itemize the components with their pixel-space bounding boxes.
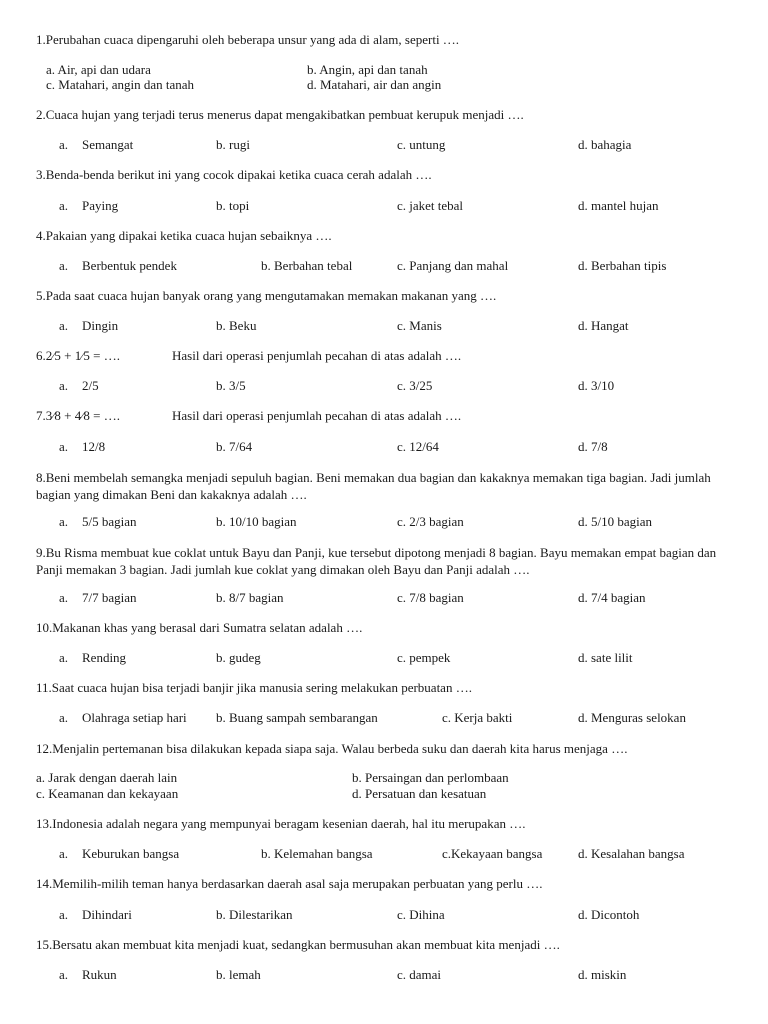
- option-a: Berbentuk pendek: [82, 258, 177, 273]
- option-d: d. 7/8: [578, 439, 608, 454]
- option-d: d. Kesalahan bangsa: [578, 846, 685, 861]
- option-c: c. untung: [397, 137, 446, 152]
- option-b: b. Beku: [216, 318, 257, 333]
- option-c: c. pempek: [397, 650, 451, 665]
- option-a-letter: a.: [59, 439, 69, 454]
- option-b: b. Buang sampah sembarangan: [216, 710, 378, 725]
- question-5: 5.Pada saat cuaca hujan banyak orang yang mengutamakan memakan makanan yang ….: [36, 288, 497, 303]
- option-c: c. Manis: [397, 318, 442, 333]
- question-6: 6.2⁄5 + 1⁄5 = ….: [36, 348, 121, 363]
- option-c: c. Matahari, angin dan tanah: [46, 77, 194, 92]
- option-a-letter: a.: [59, 710, 69, 725]
- option-a-letter: a.: [59, 650, 69, 665]
- option-b: b. Dilestarikan: [216, 907, 293, 922]
- question-3: 3.Benda-benda berikut ini yang cocok dipakai ketika cuaca cerah adalah ….: [36, 167, 432, 182]
- option-a-letter: a.: [59, 318, 69, 333]
- option-a-letter: a.: [59, 137, 69, 152]
- option-a: Keburukan bangsa: [82, 846, 180, 861]
- option-b: b. 7/64: [216, 439, 253, 454]
- option-a: 2/5: [82, 378, 99, 393]
- question-14: 14.Memilih-milih teman hanya berdasarkan daerah asal saja merupakan perbuatan yang perlu ….: [36, 876, 543, 891]
- option-d: d. mantel hujan: [578, 198, 659, 213]
- option-b: b. 8/7 bagian: [216, 590, 284, 605]
- option-a: Rukun: [82, 967, 117, 982]
- option-a-letter: a.: [59, 198, 69, 213]
- option-d: d. 3/10: [578, 378, 615, 393]
- option-a-letter: a.: [59, 590, 69, 605]
- option-a: a. Jarak dengan daerah lain: [36, 770, 178, 785]
- option-b: b. lemah: [216, 967, 261, 982]
- option-a-letter: a.: [59, 378, 69, 393]
- option-d: d. Matahari, air dan angin: [307, 77, 442, 92]
- option-d: d. Persatuan dan kesatuan: [352, 786, 487, 801]
- question-9: 9.Bu Risma membuat kue coklat untuk Bayu dan Panji, kue tersebut dipotong menjadi 8 bagian. Bayu memakan empat bagian dan Panji memakan 3 bagian. Jadi jumlah kue coklat yang dimakan oleh Bayu dan Panji adalah ….: [36, 545, 717, 577]
- option-d: d. miskin: [578, 967, 627, 982]
- question-7-instruction: Hasil dari operasi penjumlah pecahan di atas adalah ….: [172, 408, 462, 423]
- option-b: b. Kelemahan bangsa: [261, 846, 373, 861]
- option-a-letter: a.: [59, 258, 69, 273]
- option-a: Paying: [82, 198, 119, 213]
- question-1: 1.Perubahan cuaca dipengaruhi oleh beberapa unsur yang ada di alam, seperti ….: [36, 32, 460, 47]
- option-b: b. 3/5: [216, 378, 246, 393]
- option-b: b. 10/10 bagian: [216, 514, 297, 529]
- option-a-letter: a.: [59, 967, 69, 982]
- option-b: b. Persaingan dan perlombaan: [352, 770, 509, 785]
- option-c: c. 2/3 bagian: [397, 514, 464, 529]
- option-d: d. bahagia: [578, 137, 632, 152]
- option-c: c. Panjang dan mahal: [397, 258, 509, 273]
- option-a-letter: a.: [59, 846, 69, 861]
- option-c: c. Dihina: [397, 907, 445, 922]
- option-b: b. gudeg: [216, 650, 261, 665]
- option-a: Rending: [82, 650, 127, 665]
- option-a: 12/8: [82, 439, 106, 454]
- option-d: d. Menguras selokan: [578, 710, 686, 725]
- option-c: c. 3/25: [397, 378, 433, 393]
- option-c: c. Keamanan dan kekayaan: [36, 786, 179, 801]
- question-4: 4.Pakaian yang dipakai ketika cuaca hujan sebaiknya ….: [36, 228, 332, 243]
- question-8: 8.Beni membelah semangka menjadi sepuluh bagian. Beni memakan dua bagian dan kakaknya memakan tiga bagian. Jadi jumlah bagian yang dimakan Beni dan kakaknya adalah ….: [36, 470, 711, 502]
- option-d: d. Hangat: [578, 318, 629, 333]
- question-15: 15.Bersatu akan membuat kita menjadi kuat, sedangkan bermusuhan akan membuat kita menjadi ….: [36, 937, 560, 952]
- option-d: d. 7/4 bagian: [578, 590, 646, 605]
- option-a: 7/7 bagian: [82, 590, 137, 605]
- option-b: b. Berbahan tebal: [261, 258, 353, 273]
- option-d: d. Berbahan tipis: [578, 258, 667, 273]
- option-c: c.Kekayaan bangsa: [442, 846, 543, 861]
- question-10: 10.Makanan khas yang berasal dari Sumatra selatan adalah ….: [36, 620, 363, 635]
- option-a: a. Air, api dan udara: [46, 62, 151, 77]
- option-b: b. topi: [216, 198, 250, 213]
- option-c: c. Kerja bakti: [442, 710, 513, 725]
- option-c: c. 7/8 bagian: [397, 590, 464, 605]
- question-6-instruction: Hasil dari operasi penjumlah pecahan di atas adalah ….: [172, 348, 462, 363]
- option-a: Dihindari: [82, 907, 132, 922]
- option-a: Semangat: [82, 137, 134, 152]
- option-c: c. jaket tebal: [397, 198, 464, 213]
- question-7: 7.3⁄8 + 4⁄8 = ….: [36, 408, 121, 423]
- option-c: c. damai: [397, 967, 442, 982]
- option-b: b. Angin, api dan tanah: [307, 62, 428, 77]
- option-d: d. sate lilit: [578, 650, 633, 665]
- option-a: 5/5 bagian: [82, 514, 137, 529]
- question-2: 2.Cuaca hujan yang terjadi terus menerus dapat mengakibatkan pembuat kerupuk menjadi ….: [36, 107, 524, 122]
- question-12: 12.Menjalin pertemanan bisa dilakukan kepada siapa saja. Walau berbeda suku dan daerah kita harus menjaga ….: [36, 741, 628, 756]
- option-a-letter: a.: [59, 907, 69, 922]
- question-11: 11.Saat cuaca hujan bisa terjadi banjir jika manusia sering melakukan perbuatan ….: [36, 680, 472, 695]
- option-c: c. 12/64: [397, 439, 439, 454]
- option-b: b. rugi: [216, 137, 250, 152]
- option-d: d. 5/10 bagian: [578, 514, 653, 529]
- question-13: 13.Indonesia adalah negara yang mempunyai beragam kesenian daerah, hal itu merupakan ….: [36, 816, 526, 831]
- option-a-letter: a.: [59, 514, 69, 529]
- option-a: Dingin: [82, 318, 119, 333]
- option-a: Olahraga setiap hari: [82, 710, 187, 725]
- option-d: d. Dicontoh: [578, 907, 640, 922]
